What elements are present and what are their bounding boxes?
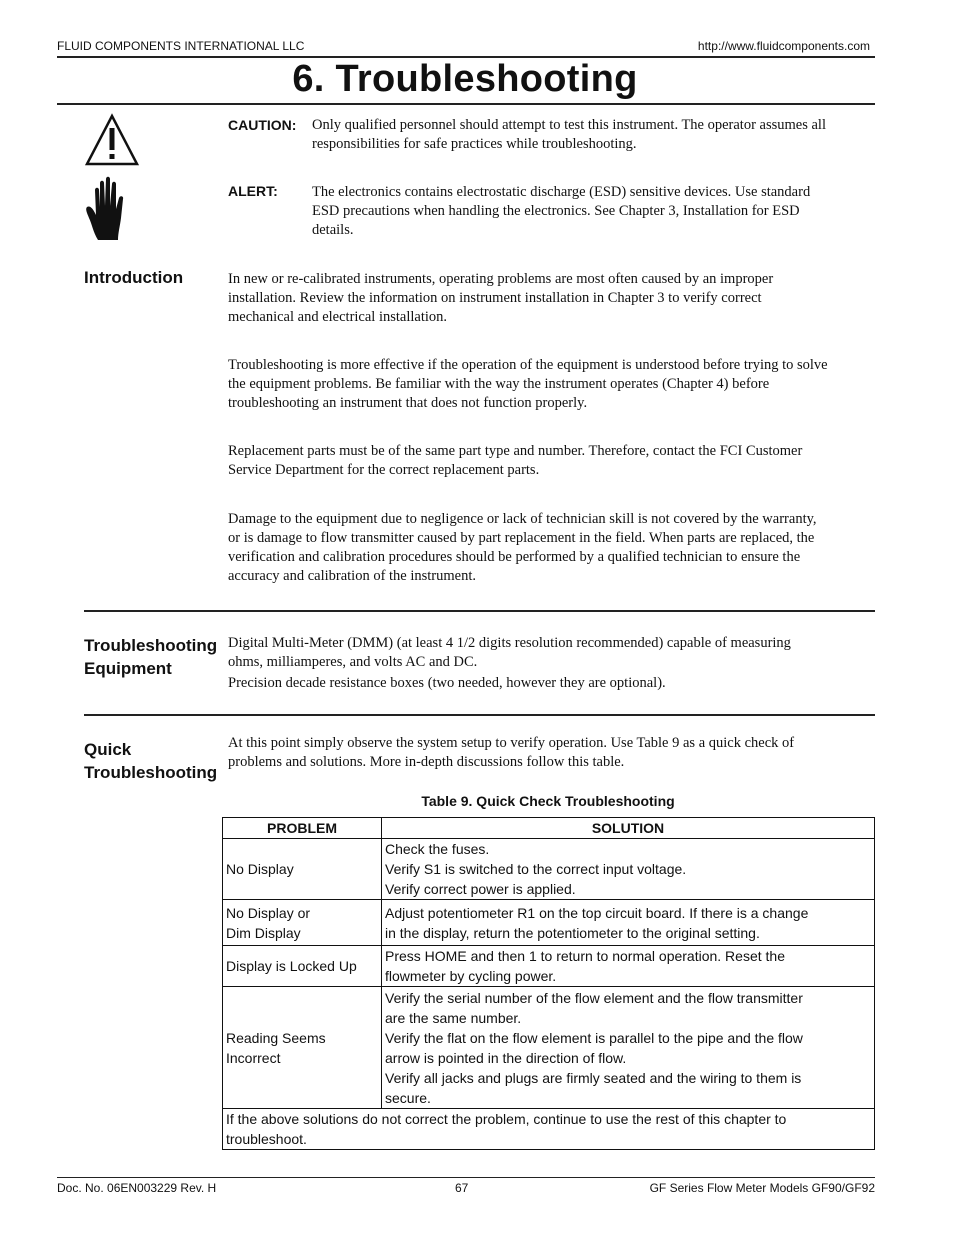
footer-rule [57,1177,875,1178]
cell-line: Verify all jacks and plugs are firmly seated and the wiring to them is [385,1070,802,1086]
table-row [223,839,875,900]
cell-line: Incorrect [226,1049,281,1066]
table-row [223,946,875,987]
cell-line: in the display, return the potentiometer to the original setting. [385,924,760,941]
quick-text [228,734,878,772]
paragraph-line: mechanical and electrical installation. [228,309,448,325]
title-rule [57,103,875,105]
cell-line: Display is Locked Up [226,958,357,974]
problem-cell [223,900,382,946]
caution-label: CAUTION: [228,117,297,133]
heading-line: Troubleshooting [84,636,218,655]
cell-line: Adjust potentiometer R1 on the top circuit board. If there is a change [385,904,809,921]
paragraph-line: At this point simply observe the system setup to verify operation. Use Table 9 as a quick check of [228,735,795,751]
intro-paragraph-1 [228,270,878,327]
paragraph-line: Digital Multi-Meter (DMM) (at least 4 1/2 digits resolution recommended) capable of measuring [228,635,791,651]
heading-line: Troubleshooting [84,763,218,782]
cell-line: troubleshoot. [226,1131,307,1147]
section-rule [84,610,875,612]
introduction-heading: Introduction [84,268,184,287]
footer-model: GF Series Flow Meter Models GF90/GF92 [649,1181,875,1195]
table-footer-cell [223,1109,875,1150]
cell-line: flowmeter by cycling power. [385,968,557,984]
caution-line: responsibilities for safe practices while troubleshooting. [312,136,637,152]
solution-cell [382,900,875,946]
column-header: SOLUTION [382,818,875,839]
caution-text [312,116,877,154]
heading-line: Quick [84,740,132,759]
paragraph-line: troubleshooting an instrument that does not function properly. [228,395,588,411]
table-caption: Table 9. Quick Check Troubleshooting [421,793,675,809]
problem-cell [223,946,382,987]
paragraph-line: Damage to the equipment due to negligence or lack of technician skill is not covered by the warranty, [228,511,817,527]
table-footer-row [223,1109,875,1150]
table-row [223,987,875,1109]
header-url[interactable]: http://www.fluidcomponents.com [697,39,870,53]
cell-line: Verify the serial number of the flow element and the flow transmitter [385,990,803,1006]
page-title: 6. Troubleshooting [292,58,638,100]
equipment-heading [84,634,217,680]
alert-label: ALERT: [228,183,278,199]
equipment-text [228,634,878,693]
cell-line: arrow is pointed in the direction of flow. [385,1050,627,1066]
cell-line: Check the fuses. [385,841,490,857]
solution-cell [382,839,875,900]
cell-line: Verify correct power is applied. [385,881,576,897]
intro-paragraph-3 [228,442,878,480]
cell-line: Dim Display [226,925,301,941]
paragraph-line: Troubleshooting is more effective if the operation of the equipment is understood before trying to solve [228,357,828,373]
cell-line: Verify the flat on the flow element is parallel to the pipe and the flow [385,1030,803,1046]
paragraph-line: installation. Review the information on instrument installation in Chapter 3 to verify correct [228,290,762,306]
alert-line: ESD precautions when handling the electronics. See Chapter 3, Installation for ESD [312,203,800,219]
cell-line: Reading Seems [226,1029,326,1046]
cell-line: No Display [226,861,294,877]
alert-line: details. [312,222,354,238]
footer-doc-number: Doc. No. 06EN003229 Rev. H [57,1181,217,1195]
header-company: FLUID COMPONENTS INTERNATIONAL LLC [57,39,305,53]
paragraph-line: In new or re-calibrated instruments, operating problems are most often caused by an improper [228,271,774,287]
cell-line: Verify S1 is switched to the correct input voltage. [385,861,687,877]
table-header-row [223,818,875,839]
cell-line: secure. [385,1090,431,1106]
paragraph-line: problems and solutions. More in-depth discussions follow this table. [228,754,625,770]
paragraph-line: ohms, milliamperes, and volts AC and DC. [228,654,478,670]
footer-page-number: 67 [455,1181,469,1195]
table-row [223,900,875,946]
problem-cell [223,839,382,900]
paragraph-line: Replacement parts must be of the same part type and number. Therefore, contact the FCI Customer [228,443,803,459]
quick-check-table [222,817,875,1150]
alert-line: The electronics contains electrostatic discharge (ESD) sensitive devices. Use standard [312,184,811,200]
paragraph-line: the equipment problems. Be familiar with the way the instrument operates (Chapter 4) before [228,376,770,392]
intro-paragraph-4 [228,510,878,586]
quick-heading [84,738,217,784]
intro-paragraph-2 [228,356,878,413]
section-rule [84,714,875,716]
cell-line: are the same number. [385,1010,522,1026]
column-header: PROBLEM [223,818,382,839]
paragraph-line: or is damage to flow transmitter caused by part replacement in the field. When parts are replaced, the [228,530,815,546]
cell-line: No Display or [226,905,311,921]
cell-line: If the above solutions do not correct the problem, continue to use the rest of this chapter to [226,1111,787,1127]
solution-cell [382,987,875,1109]
paragraph-line: Service Department for the correct replacement parts. [228,462,540,478]
caution-triangle-icon [84,113,140,167]
heading-line: Equipment [84,659,172,678]
hand-stop-icon [84,176,132,242]
paragraph-line: Precision decade resistance boxes (two needed, however they are optional). [228,675,666,691]
cell-line: Press HOME and then 1 to return to normal operation. Reset the [385,948,785,964]
paragraph-line: accuracy and calibration of the instrument. [228,568,477,584]
caution-line: Only qualified personnel should attempt to test this instrument. The operator assumes all [312,117,826,133]
paragraph-line: verification and calibration procedures should be performed by a qualified technician to ensure the [228,549,801,565]
solution-cell [382,946,875,987]
problem-cell [223,987,382,1109]
alert-text [312,183,877,240]
